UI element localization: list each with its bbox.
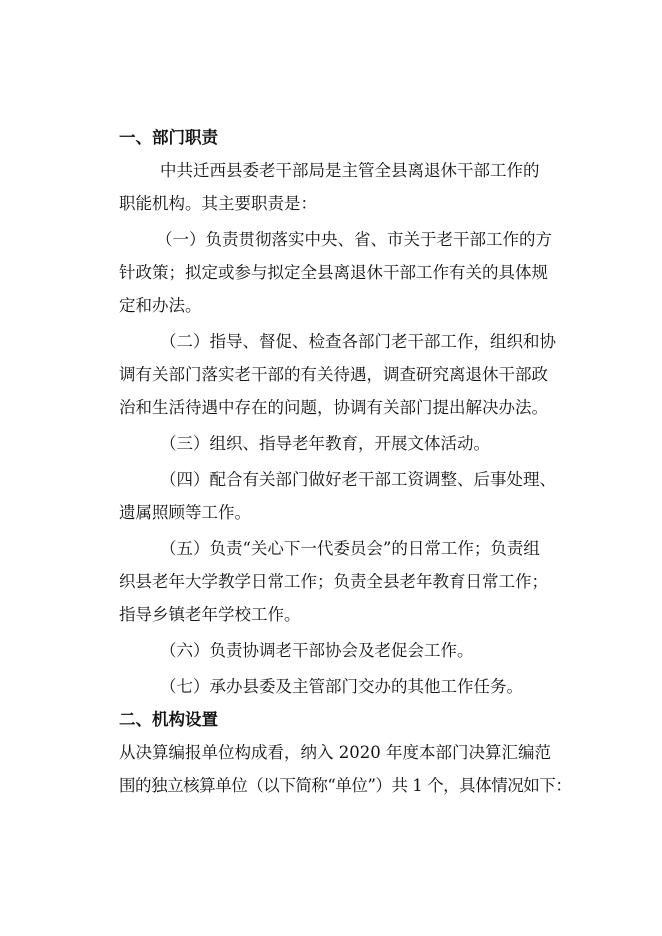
duty-item-5-line: 织县老年大学教学日常工作；负责全县老年教育日常工作； (119, 572, 548, 591)
duty-item-4-line: 遗属照顾等工作。 (119, 503, 251, 522)
duty-item-1-line: 针政策；拟定或参与拟定全县离退休干部工作有关的具体规 (119, 263, 548, 282)
duty-item-1-line: （一）负责贯彻落实中央、省、市关于老干部工作的方 (156, 230, 552, 249)
paragraph-line: 职能机构。其主要职责是： (119, 194, 317, 213)
paragraph-line: 中共迁西县委老干部局是主管全县离退休干部工作的 (160, 161, 540, 180)
duty-item-2-line: 治和生活待遇中存在的问题，协调有关部门提出解决办法。 (119, 398, 548, 417)
duty-item-7-line: （七）承办县委及主管部门交办的其他工作任务。 (160, 677, 523, 696)
duty-item-2-line: （二）指导、督促、检查各部门老干部工作，组织和协 (160, 332, 556, 351)
duty-item-5-line: 指导乡镇老年学校工作。 (119, 605, 301, 624)
paragraph-line: 围的独立核算单位（以下简称“单位”）共 1 个，具体情况如下： (119, 776, 572, 795)
duty-item-6-line: （六）负责协调老干部协会及老促会工作。 (160, 641, 474, 660)
paragraph-line: 从决算编报单位构成看，纳入 2020 年度本部门决算汇编范 (119, 743, 551, 762)
duty-item-2-line: 调有关部门落实老干部的有关待遇，调查研究离退休干部政 (119, 365, 548, 384)
duty-item-1-line: 定和办法。 (119, 296, 202, 315)
duty-item-4-line: （四）配合有关部门做好老干部工资调整、后事处理、 (160, 470, 556, 489)
duty-item-3-line: （三）组织、指导老年教育，开展文体活动。 (160, 434, 490, 453)
section-heading-duties: 一、部门职责 (119, 128, 218, 147)
section-heading-structure: 二、机构设置 (119, 710, 218, 729)
duty-item-5-line: （五）负责“关心下一代委员会”的日常工作；负责组 (160, 539, 540, 558)
